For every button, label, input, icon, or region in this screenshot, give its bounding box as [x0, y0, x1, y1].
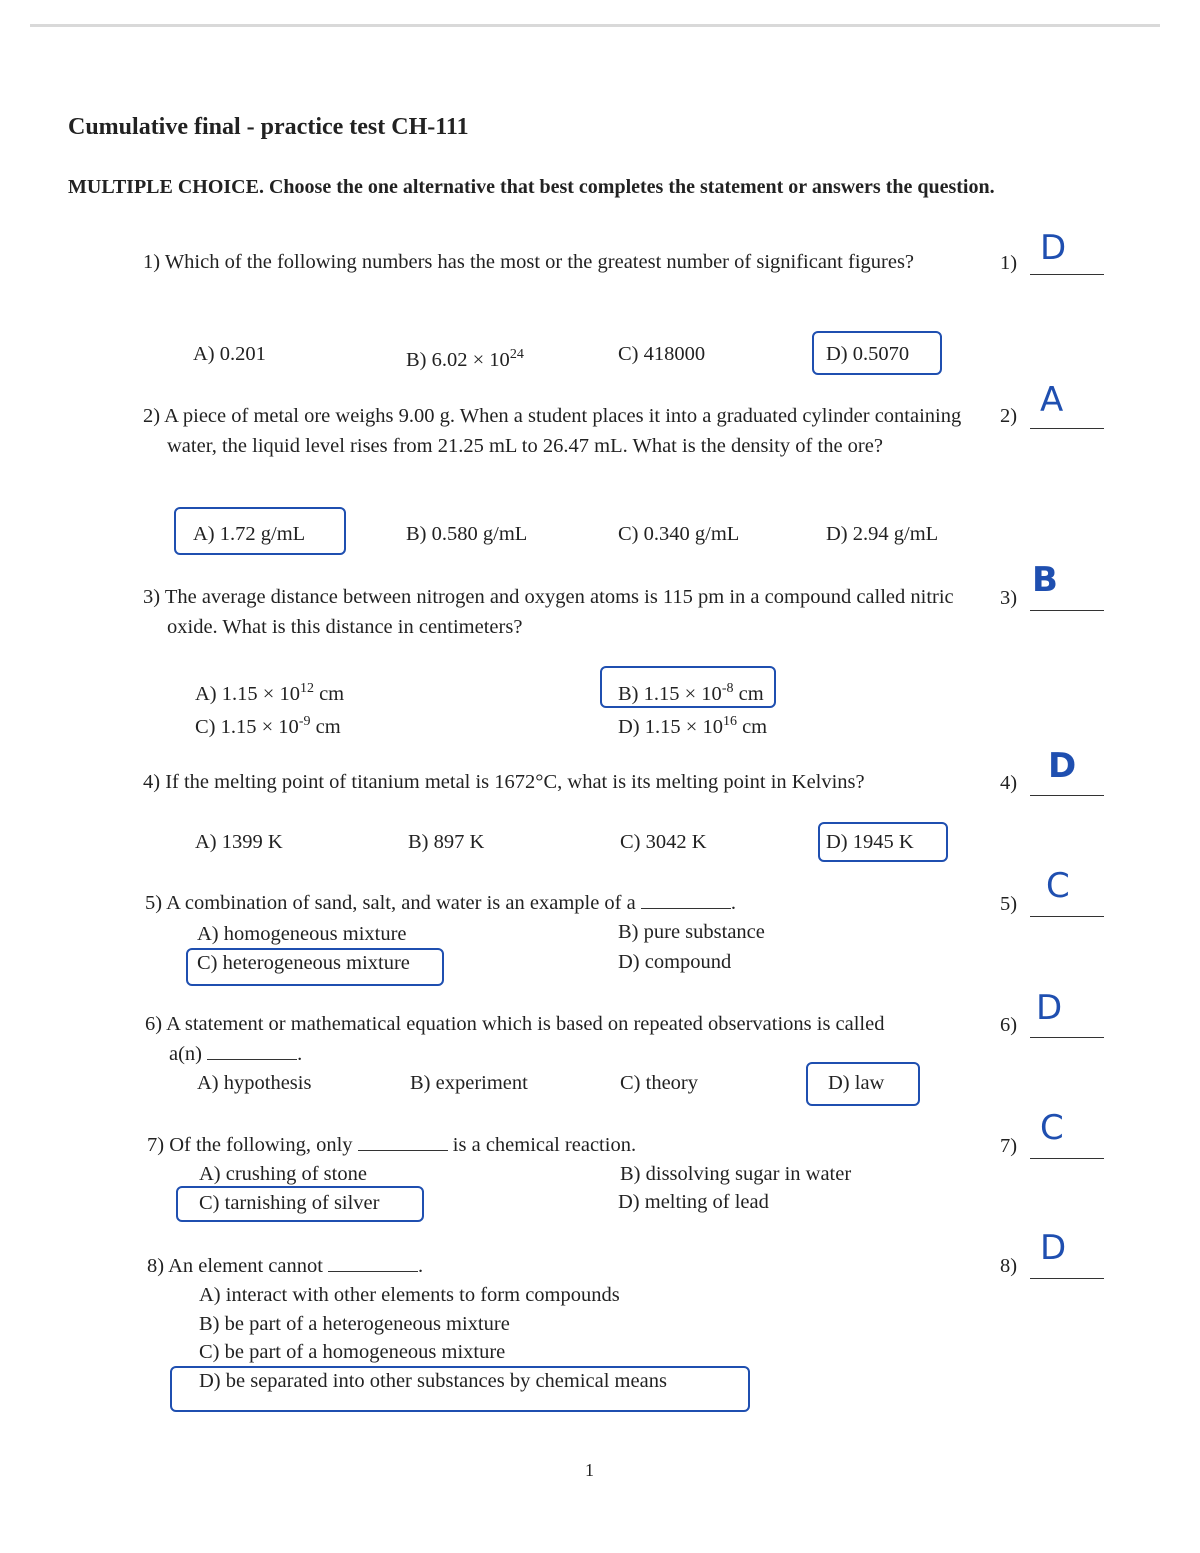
question-text: 3) The average distance between nitrogen and oxygen atoms is 115 pm in a compound called nitric oxide. What is this distance in centimeters? — [143, 586, 954, 638]
question-number: 5) — [1000, 893, 1018, 915]
option-d: D) compound — [618, 951, 732, 973]
answer-circle — [174, 507, 346, 555]
option-b: B) $6.02 \times 10^{24}$ — [406, 347, 524, 371]
handwritten-answer: D — [1036, 988, 1063, 1028]
handwritten-answer: D — [1048, 746, 1077, 786]
option-a: A) crushing of stone — [199, 1163, 367, 1185]
option-b: B) 0.580 g/mL — [406, 523, 528, 545]
answer-line — [1030, 916, 1104, 917]
question-number: 7) — [1000, 1135, 1018, 1157]
option-a: A) 0.201 — [193, 343, 266, 365]
answer-line — [1030, 274, 1104, 275]
option-a: A) homogeneous mixture — [197, 923, 407, 945]
instructions: MULTIPLE CHOICE. Choose the one alternative that best completes the statement or answers the question. — [68, 176, 995, 198]
handwritten-answer: A — [1040, 380, 1064, 420]
scan-edge-artifact — [30, 24, 1160, 27]
answer-circle — [818, 822, 948, 862]
answer-line — [1030, 428, 1104, 429]
option-d: D) $1.15 \times 10^{16}$ cm — [618, 714, 768, 738]
question-number: 3) — [1000, 587, 1018, 609]
answer-circle — [176, 1186, 424, 1222]
option-d: D) 1945 K — [826, 831, 914, 853]
answer-line — [1030, 610, 1104, 611]
question-text: 2) A piece of metal ore weighs 9.00 g. When a student places it into a graduated cylinder containing water, the liquid level rises from 21.25 mL to 26.47 mL. What is the density of the ore? — [143, 405, 962, 457]
question-number: 4) — [1000, 772, 1018, 794]
option-c: C) 418000 — [618, 343, 706, 365]
option-c: C) be part of a homogeneous mixture — [199, 1341, 506, 1363]
option-a: A) 1.72 g/mL — [193, 523, 306, 545]
option-b: B) $1.15 \times 10^{-8}$ cm — [618, 681, 764, 705]
handwritten-answer: B — [1032, 560, 1058, 600]
option-a: A) 1399 K — [195, 831, 283, 853]
option-c: C) $1.15 \times 10^{-9}$ cm — [195, 714, 341, 738]
handwritten-answer: D — [1040, 228, 1067, 268]
option-b: B) dissolving sugar in water — [620, 1163, 852, 1185]
handwritten-answer: D — [1040, 1228, 1067, 1268]
answer-circle — [812, 331, 942, 375]
answer-line — [1030, 1037, 1104, 1038]
option-d: D) 2.94 g/mL — [826, 523, 939, 545]
answer-circle — [170, 1366, 750, 1412]
answer-line — [1030, 795, 1104, 796]
question-text: 7) Of the following, only is a chemical reaction. — [147, 1134, 637, 1156]
question-text: 8) An element cannot . — [147, 1255, 424, 1277]
option-c: C) theory — [620, 1072, 698, 1094]
option-d: D) law — [828, 1072, 885, 1094]
page-title: Cumulative final - practice test CH-111 — [68, 114, 469, 140]
answer-circle — [806, 1062, 920, 1106]
handwritten-answer: C — [1046, 866, 1070, 906]
option-d: D) be separated into other substances by chemical means — [199, 1370, 667, 1392]
question-text: 6) A statement or mathematical equation which is based on repeated observations is called — [145, 1013, 885, 1035]
option-a: A) $1.15 \times 10^{12}$ cm — [195, 681, 345, 705]
answer-circle — [186, 948, 444, 986]
option-b: B) 897 K — [408, 831, 485, 853]
option-c: C) 3042 K — [620, 831, 707, 853]
option-b: B) be part of a heterogeneous mixture — [199, 1313, 510, 1335]
question-text: 5) A combination of sand, salt, and water is an example of a . — [145, 892, 736, 914]
question-text: 1) Which of the following numbers has the most or the greatest number of significant figures? — [143, 251, 915, 273]
question-text: 4) If the melting point of titanium metal is 1672°C, what is its melting point in Kelvins? — [143, 771, 865, 793]
answer-line — [1030, 1158, 1104, 1159]
option-b: B) experiment — [410, 1072, 528, 1094]
option-a: A) interact with other elements to form compounds — [199, 1284, 620, 1306]
handwritten-answer: C — [1040, 1108, 1064, 1148]
option-b: B) pure substance — [618, 921, 765, 943]
option-d: D) melting of lead — [618, 1191, 769, 1213]
question-number: 8) — [1000, 1255, 1018, 1277]
option-c: C) 0.340 g/mL — [618, 523, 740, 545]
option-c: C) tarnishing of silver — [199, 1192, 380, 1214]
question-number: 6) — [1000, 1014, 1018, 1036]
question-number: 1) — [1000, 252, 1018, 274]
option-a: A) hypothesis — [197, 1072, 312, 1094]
option-c: C) heterogeneous mixture — [197, 952, 410, 974]
question-text-cont: a(n) . — [169, 1043, 303, 1065]
page-number: 1 — [585, 1460, 594, 1480]
question-number: 2) — [1000, 405, 1018, 427]
option-d: D) 0.5070 — [826, 343, 910, 365]
answer-circle — [600, 666, 776, 708]
answer-line — [1030, 1278, 1104, 1279]
